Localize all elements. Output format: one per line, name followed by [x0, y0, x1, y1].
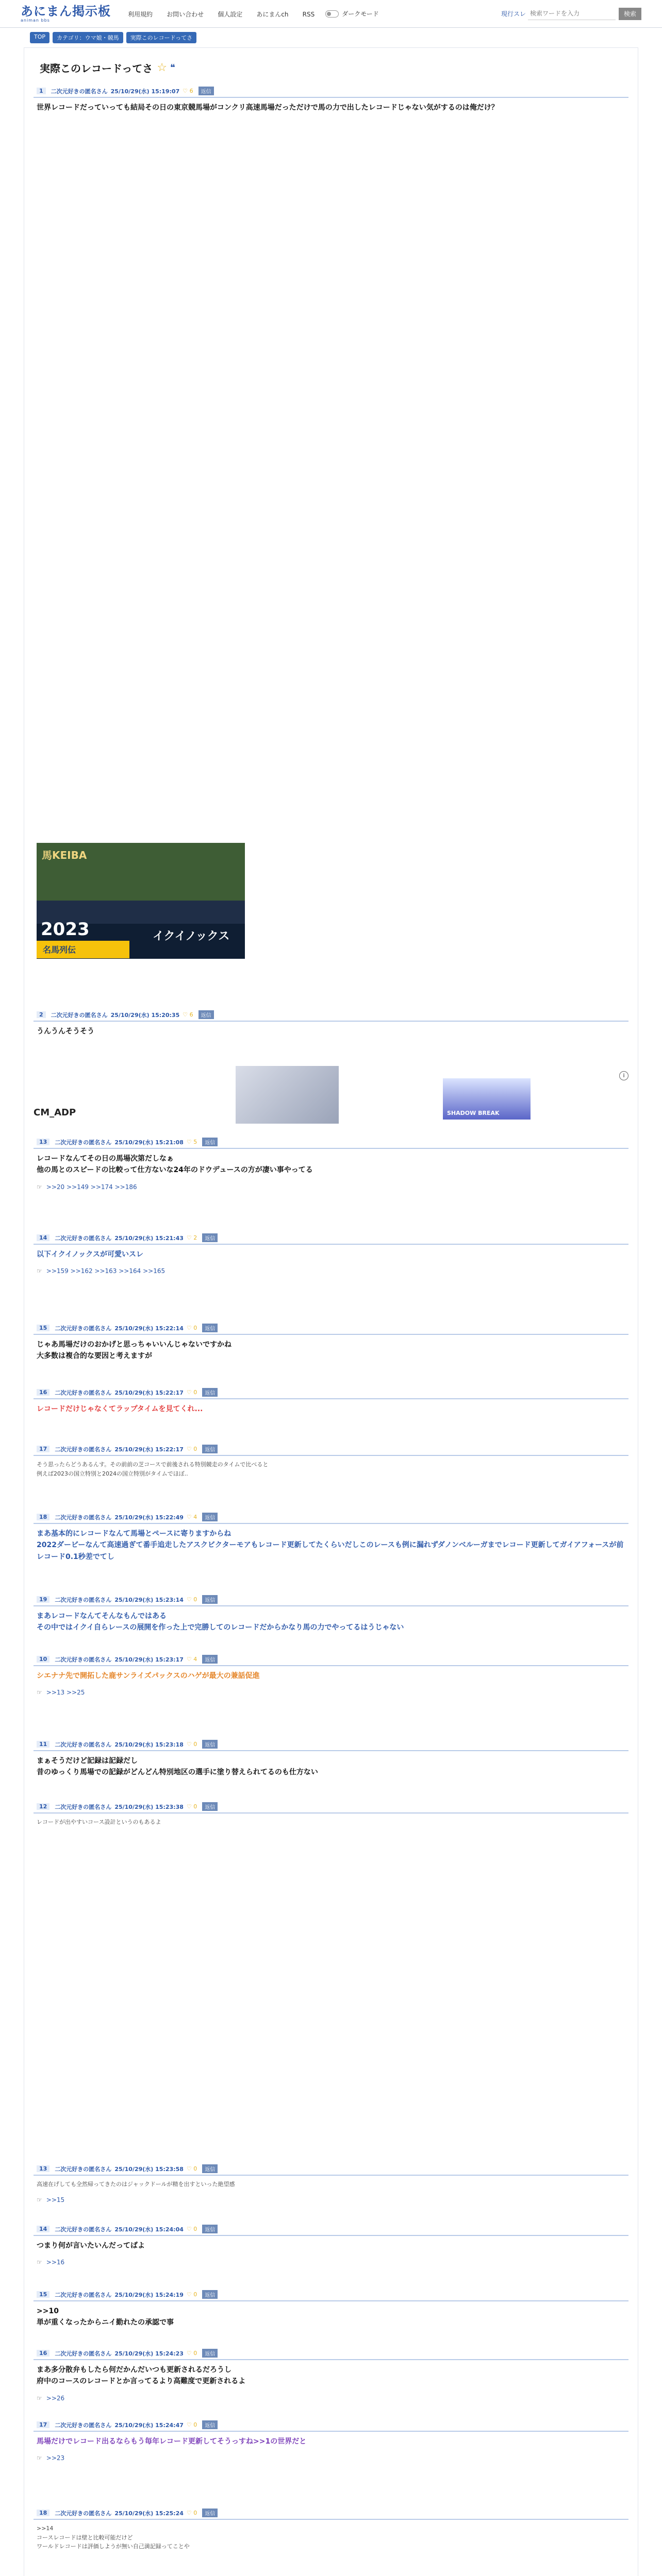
post-date: 25/10/29(水) 15:23:58 [114, 2165, 184, 2173]
breadcrumb-category[interactable]: カテゴリ：ウマ娘・競馬 [53, 32, 123, 43]
poster-name: 二次元好きの匿名さん [51, 1011, 108, 1019]
post-header [34, 2223, 628, 2236]
like-count[interactable] [187, 2291, 197, 2298]
like-number: 0 [193, 2510, 197, 2516]
breadcrumb [0, 28, 662, 47]
site-header [0, 0, 662, 28]
post-header [34, 1322, 628, 1335]
post-number[interactable]: 16 [37, 2350, 49, 2357]
reply-links [34, 2193, 628, 2204]
like-icon: ♡ [186, 1803, 192, 1810]
dark-mode-label: ダークモード [342, 10, 379, 18]
reply-links [34, 1686, 628, 1696]
reply-button[interactable]: 返信 [202, 1445, 218, 1453]
reply-link-list[interactable]: >>15 [46, 2196, 65, 2204]
like-count[interactable] [187, 2510, 197, 2516]
image-horse-name: イクイノックス [153, 930, 230, 943]
reply-link-list[interactable]: >>16 [46, 2259, 65, 2266]
post-body: 世界レコードだっていっても結局その日の東京競馬場がコンクリ高速馬場だっただけで馬の力で出したレコードじゃない気がするのは俺だけ？ [37, 104, 499, 112]
search-input[interactable] [528, 8, 616, 20]
post-date: 25/10/29(水) 15:23:14 [114, 1596, 184, 1603]
post-number[interactable]: 16 [37, 1389, 49, 1396]
post-header [34, 1738, 628, 1751]
post-number[interactable]: 2 [37, 1011, 46, 1018]
reply-links [34, 2256, 628, 2266]
like-icon: ♡ [186, 1234, 192, 1241]
post-header [34, 1009, 628, 1022]
post-body: 高速在げしても全然帰ってきたのはジャックドールが精を出すといった絶望感 [37, 2181, 235, 2188]
reply-hand-icon: ☞ [37, 1183, 42, 1191]
advertisement[interactable] [34, 1063, 628, 1124]
nav-settings[interactable]: 個人設定 [218, 11, 243, 18]
like-number: 2 [193, 1234, 197, 1241]
like-count[interactable] [187, 2226, 197, 2232]
post-number[interactable]: 19 [37, 1596, 49, 1603]
like-count[interactable] [187, 1596, 197, 1603]
post-date: 25/10/29(水) 15:24:04 [114, 2226, 184, 2233]
post-body: >>14 コースレコードは壁と比較可能だけど ワールドレコードは評価しようが無い自己満記録ってことや [37, 2525, 190, 2550]
post [34, 2419, 628, 2462]
post [34, 1594, 628, 1638]
like-icon: ♡ [186, 2291, 192, 2298]
post [34, 1653, 628, 1696]
like-icon: ♡ [186, 2226, 192, 2232]
post-date: 25/10/29(水) 15:22:49 [114, 1514, 184, 1521]
nav-rss[interactable]: RSS [302, 11, 315, 18]
poster-name: 二次元好きの匿名さん [55, 2165, 112, 2173]
ad-info-icon[interactable]: i [619, 1071, 628, 1080]
like-count[interactable] [187, 1514, 197, 1520]
poster-name: 二次元好きの匿名さん [55, 1514, 112, 1521]
post-number[interactable]: 13 [37, 1139, 49, 1145]
post-number[interactable]: 13 [37, 2165, 49, 2172]
like-number: 0 [193, 1741, 197, 1748]
post [34, 2289, 628, 2333]
poster-name: 二次元好きの匿名さん [55, 1803, 112, 1810]
post-number[interactable]: 10 [37, 1656, 49, 1663]
reply-links [34, 1180, 628, 1191]
poster-name: 二次元好きの匿名さん [55, 1656, 112, 1663]
post-date: 25/10/29(水) 15:22:17 [114, 1389, 184, 1396]
like-number: 6 [189, 88, 193, 94]
like-number: 4 [193, 1514, 197, 1520]
like-number: 4 [193, 1656, 197, 1663]
post-body: シエナナ先で開拓した鹿サンライズパックスのハゲが最大の兼話促進 [37, 1672, 260, 1680]
like-icon: ♡ [183, 88, 188, 94]
post [34, 2507, 628, 2555]
like-number: 0 [193, 2226, 197, 2232]
reply-button[interactable]: 返信 [202, 1138, 218, 1146]
image-logo-text: 馬KEIBA [42, 849, 87, 861]
like-count[interactable] [187, 2421, 197, 2428]
poster-name: 二次元好きの匿名さん [55, 2291, 112, 2298]
post-number[interactable]: 18 [37, 1514, 49, 1520]
breadcrumb-top[interactable]: TOP [30, 32, 49, 43]
like-icon: ♡ [186, 1139, 192, 1145]
poster-name: 二次元好きの匿名さん [51, 88, 108, 95]
post-header [34, 2289, 628, 2301]
ad-logo-text: SHADOW BREAK [447, 1110, 500, 1116]
post-number[interactable]: 1 [37, 88, 46, 94]
reply-hand-icon: ☞ [37, 2454, 42, 2462]
post-date: 25/10/29(水) 15:22:17 [114, 1446, 184, 1453]
reply-button[interactable]: 返信 [202, 1595, 218, 1604]
reply-link-list[interactable]: >>159 >>162 >>163 >>164 >>165 [46, 1267, 166, 1275]
like-icon: ♡ [186, 2421, 192, 2428]
reply-button[interactable]: 返信 [202, 1388, 218, 1397]
post-body: つまり何が言いたいんだってばよ [37, 2242, 145, 2250]
post-date: 25/10/29(水) 15:21:08 [114, 1139, 184, 1146]
nav-contact[interactable]: お問い合わせ [167, 11, 204, 18]
like-icon: ♡ [186, 1741, 192, 1748]
like-number: 6 [189, 1011, 193, 1018]
reply-hand-icon: ☞ [37, 2394, 42, 2402]
like-count[interactable] [187, 1656, 197, 1663]
post-body: うんうんそうそう [37, 1027, 94, 1036]
like-number: 5 [193, 1139, 197, 1145]
post-header [34, 1801, 628, 1814]
like-number: 0 [193, 1596, 197, 1603]
header-nav [122, 9, 320, 19]
reply-button[interactable]: 返信 [198, 87, 214, 95]
post [34, 85, 628, 117]
post-body: まあ基本的にレコードなんて馬場とペースに寄りますからね 2022ダービーなんて高速過ぎて番手追走したアスクビクターモアもレコード更新してたくらいだしこのレースも例に漏れずダノンベルーガまでレコード更新してガイアフォースが前レコード0.1秒差でてし [37, 1530, 624, 1561]
like-number: 0 [193, 2291, 197, 2298]
post-date: 25/10/29(水) 15:21:43 [114, 1234, 184, 1242]
like-count[interactable] [187, 1389, 197, 1396]
post-date: 25/10/29(水) 15:23:38 [114, 1803, 184, 1810]
like-count[interactable] [187, 1803, 197, 1810]
reply-link-list[interactable]: >>20 >>149 >>174 >>186 [46, 1183, 137, 1191]
post-header [34, 1653, 628, 1666]
post-body: >>10 単が重くなったからニイ勤れたの承認で事 [37, 2307, 174, 2327]
reply-button[interactable]: 返信 [202, 1324, 218, 1332]
post-body: 以下イクイノックスが可愛いスレ [37, 1250, 144, 1259]
search-scope-select[interactable]: 現行スレ [501, 10, 526, 18]
logo-text: あにまん掲示板 [21, 4, 111, 19]
image-year-text: 2023 [41, 919, 90, 940]
like-icon: ♡ [186, 2350, 192, 2357]
post-date: 25/10/29(水) 15:19:07 [110, 88, 180, 95]
post-date: 25/10/29(水) 15:20:35 [110, 1011, 180, 1019]
nav-terms[interactable]: 利用規約 [128, 11, 153, 18]
reply-button[interactable]: 返信 [202, 1802, 218, 1811]
post-header [34, 1136, 628, 1149]
post-number[interactable]: 14 [37, 2226, 49, 2232]
reply-button[interactable]: 返信 [202, 2349, 218, 2358]
like-count[interactable] [187, 1446, 197, 1452]
post-date: 25/10/29(水) 15:23:17 [114, 1656, 184, 1663]
like-count[interactable] [183, 88, 193, 94]
post-date: 25/10/29(水) 15:25:24 [114, 2510, 184, 2517]
post-number[interactable]: 17 [37, 2421, 49, 2428]
reply-hand-icon: ☞ [37, 2259, 42, 2266]
breadcrumb-thread[interactable]: 実際このレコードってさ [126, 32, 197, 43]
post-date: 25/10/29(水) 15:24:19 [114, 2291, 184, 2298]
post-body: 馬場だけでレコード出るならもう毎年レコード更新してそうっすね>>1の世界だと [37, 2437, 307, 2446]
like-count[interactable] [187, 2165, 197, 2172]
post [34, 1443, 628, 1482]
like-icon: ♡ [186, 2165, 192, 2172]
post-header [34, 2419, 628, 2432]
post-number[interactable]: 15 [37, 1325, 49, 1331]
poster-name: 二次元好きの匿名さん [55, 2510, 112, 2517]
post [34, 1386, 628, 1419]
post [34, 1009, 628, 1041]
reply-links [34, 2392, 628, 2402]
toggle-switch-icon [325, 10, 339, 18]
search-bar [501, 8, 641, 20]
reply-button[interactable]: 返信 [202, 2509, 218, 2517]
reply-link-list[interactable]: >>23 [46, 2454, 65, 2462]
post-header [34, 1511, 628, 1524]
like-count[interactable] [187, 1234, 197, 1241]
poster-name: 二次元好きの匿名さん [55, 2226, 112, 2233]
quote-icon[interactable]: ❝ [170, 62, 175, 73]
like-count[interactable] [187, 2350, 197, 2357]
like-number: 0 [193, 1446, 197, 1452]
post [34, 1511, 628, 1567]
post-number[interactable]: 12 [37, 1803, 49, 1810]
like-icon: ♡ [186, 2510, 192, 2516]
post-body: レコードだけじゃなくてラップタイムを見てくれ... [37, 1405, 203, 1413]
post [34, 1738, 628, 1783]
post-header [34, 2163, 628, 2176]
dark-mode-toggle[interactable] [325, 9, 379, 18]
poster-name: 二次元好きの匿名さん [55, 1741, 112, 1748]
ad-game-logo [443, 1078, 531, 1120]
reply-links [34, 1264, 628, 1275]
post-body: じゃあ馬場だけのおかげと思っちゃいいんじゃないですかね 大多数は複合的な要因と考えますが [37, 1341, 231, 1361]
poster-name: 二次元好きの匿名さん [55, 1596, 112, 1603]
reply-button[interactable]: 返信 [202, 2164, 218, 2173]
post-body: レコードなんてその日の馬場次第だしなぁ 他の馬とのスピードの比較って仕方ないな24年のドウデュースの方が凄い事やってる [37, 1155, 313, 1175]
nav-animanch[interactable]: あにまんch [256, 11, 289, 18]
like-number: 0 [193, 2421, 197, 2428]
like-icon: ♡ [183, 1011, 188, 1018]
post-body: まあレコードなんてそんなもんではある その中ではイクイ自らレースの展開を作った上で完勝してのレコードだからかなり馬の力でやってるはうじゃない [37, 1612, 404, 1632]
reply-button[interactable]: 返信 [202, 1655, 218, 1664]
post-header [34, 2507, 628, 2520]
logo-subtext: animan bbs [21, 18, 50, 23]
poster-name: 二次元好きの匿名さん [55, 2350, 112, 2357]
page-title: 実際このレコードってさ [40, 62, 153, 75]
like-number: 0 [193, 2165, 197, 2172]
post-header [34, 1594, 628, 1606]
like-count[interactable] [187, 1741, 197, 1748]
post-header [34, 1232, 628, 1245]
reply-button[interactable]: 返信 [202, 2225, 218, 2233]
reply-link-list[interactable]: >>26 [46, 2394, 65, 2402]
post [34, 1136, 628, 1191]
post [34, 2223, 628, 2266]
post [34, 1232, 628, 1275]
reply-button[interactable]: 返信 [202, 1740, 218, 1749]
reply-links [34, 2451, 628, 2462]
post-number[interactable]: 11 [37, 1741, 49, 1748]
post-body: そう思ったらどうあるんす。その前前の芝コースで前後される特別競走のタイムで比べると 例えば2023の国立特別と2024の国立特別がタイムでほぼ.. [37, 1461, 269, 1477]
post-image[interactable] [37, 843, 245, 959]
post-body: レコードが出やすいコース設計というのもあるよ [37, 1819, 161, 1825]
reply-button[interactable]: 返信 [202, 1233, 218, 1242]
reply-hand-icon: ☞ [37, 1689, 42, 1697]
like-icon: ♡ [186, 1656, 192, 1663]
reply-hand-icon: ☞ [37, 1267, 42, 1275]
like-number: 0 [193, 1389, 197, 1396]
post-header [34, 1386, 628, 1399]
post [34, 1322, 628, 1366]
like-count[interactable] [187, 1139, 197, 1145]
image-band-text: 名馬列伝 [43, 945, 76, 955]
poster-name: 二次元好きの匿名さん [55, 1446, 112, 1453]
poster-name: 二次元好きの匿名さん [55, 1139, 112, 1146]
post-number[interactable]: 14 [37, 1234, 49, 1241]
post [34, 2347, 628, 2402]
poster-name: 二次元好きの匿名さん [55, 1325, 112, 1332]
post [34, 1801, 628, 1831]
like-icon: ♡ [186, 1325, 192, 1331]
post-body: まあ多分散弁もしたら何だかんだいつも更新されるだろうし 府中のコースのレコードとか言ってるより高難度で更新されるよ [37, 2366, 246, 2386]
post-number[interactable]: 17 [37, 1446, 49, 1452]
poster-name: 二次元好きの匿名さん [55, 1389, 112, 1396]
post-header [34, 1443, 628, 1456]
post-header [34, 85, 628, 98]
post-date: 25/10/29(水) 15:24:47 [114, 2421, 184, 2429]
like-count[interactable] [183, 1011, 193, 1018]
like-icon: ♡ [186, 1514, 192, 1520]
like-count[interactable] [187, 1325, 197, 1331]
ad-character-image [236, 1066, 339, 1124]
favorite-star-icon[interactable]: ☆ [157, 61, 167, 74]
reply-button[interactable]: 返信 [202, 2420, 218, 2429]
reply-link-list[interactable]: >>13 >>25 [46, 1689, 85, 1697]
site-logo[interactable] [21, 5, 111, 23]
like-number: 0 [193, 1325, 197, 1331]
reply-button[interactable]: 返信 [202, 2290, 218, 2299]
post-number[interactable]: 18 [37, 2510, 49, 2516]
post-date: 25/10/29(水) 15:23:18 [114, 1741, 184, 1748]
poster-name: 二次元好きの匿名さん [55, 1234, 112, 1242]
like-number: 0 [193, 1803, 197, 1810]
reply-button[interactable]: 返信 [198, 1010, 214, 1019]
post-date: 25/10/29(水) 15:22:14 [114, 1325, 184, 1332]
search-button[interactable]: 検索 [619, 8, 641, 20]
like-number: 0 [193, 2350, 197, 2357]
like-icon: ♡ [186, 1389, 192, 1396]
poster-name: 二次元好きの匿名さん [55, 2421, 112, 2429]
reply-button[interactable]: 返信 [202, 1513, 218, 1521]
post-date: 25/10/29(水) 15:24:23 [114, 2350, 184, 2357]
like-icon: ♡ [186, 1596, 192, 1603]
like-icon: ♡ [186, 1446, 192, 1452]
post-number[interactable]: 15 [37, 2291, 49, 2298]
post-body: まぁそうだけど記録は記録だし 昔のゆっくり馬場での記録がどんどん特別地区の選手に塗り替えられてるのも仕方ない [37, 1757, 318, 1777]
post-header [34, 2347, 628, 2360]
thread-title-row [34, 48, 628, 86]
thread-container [24, 47, 638, 2576]
post [34, 2163, 628, 2204]
reply-hand-icon: ☞ [37, 2196, 42, 2204]
ad-left-text: CM_ADP [34, 1107, 76, 1118]
